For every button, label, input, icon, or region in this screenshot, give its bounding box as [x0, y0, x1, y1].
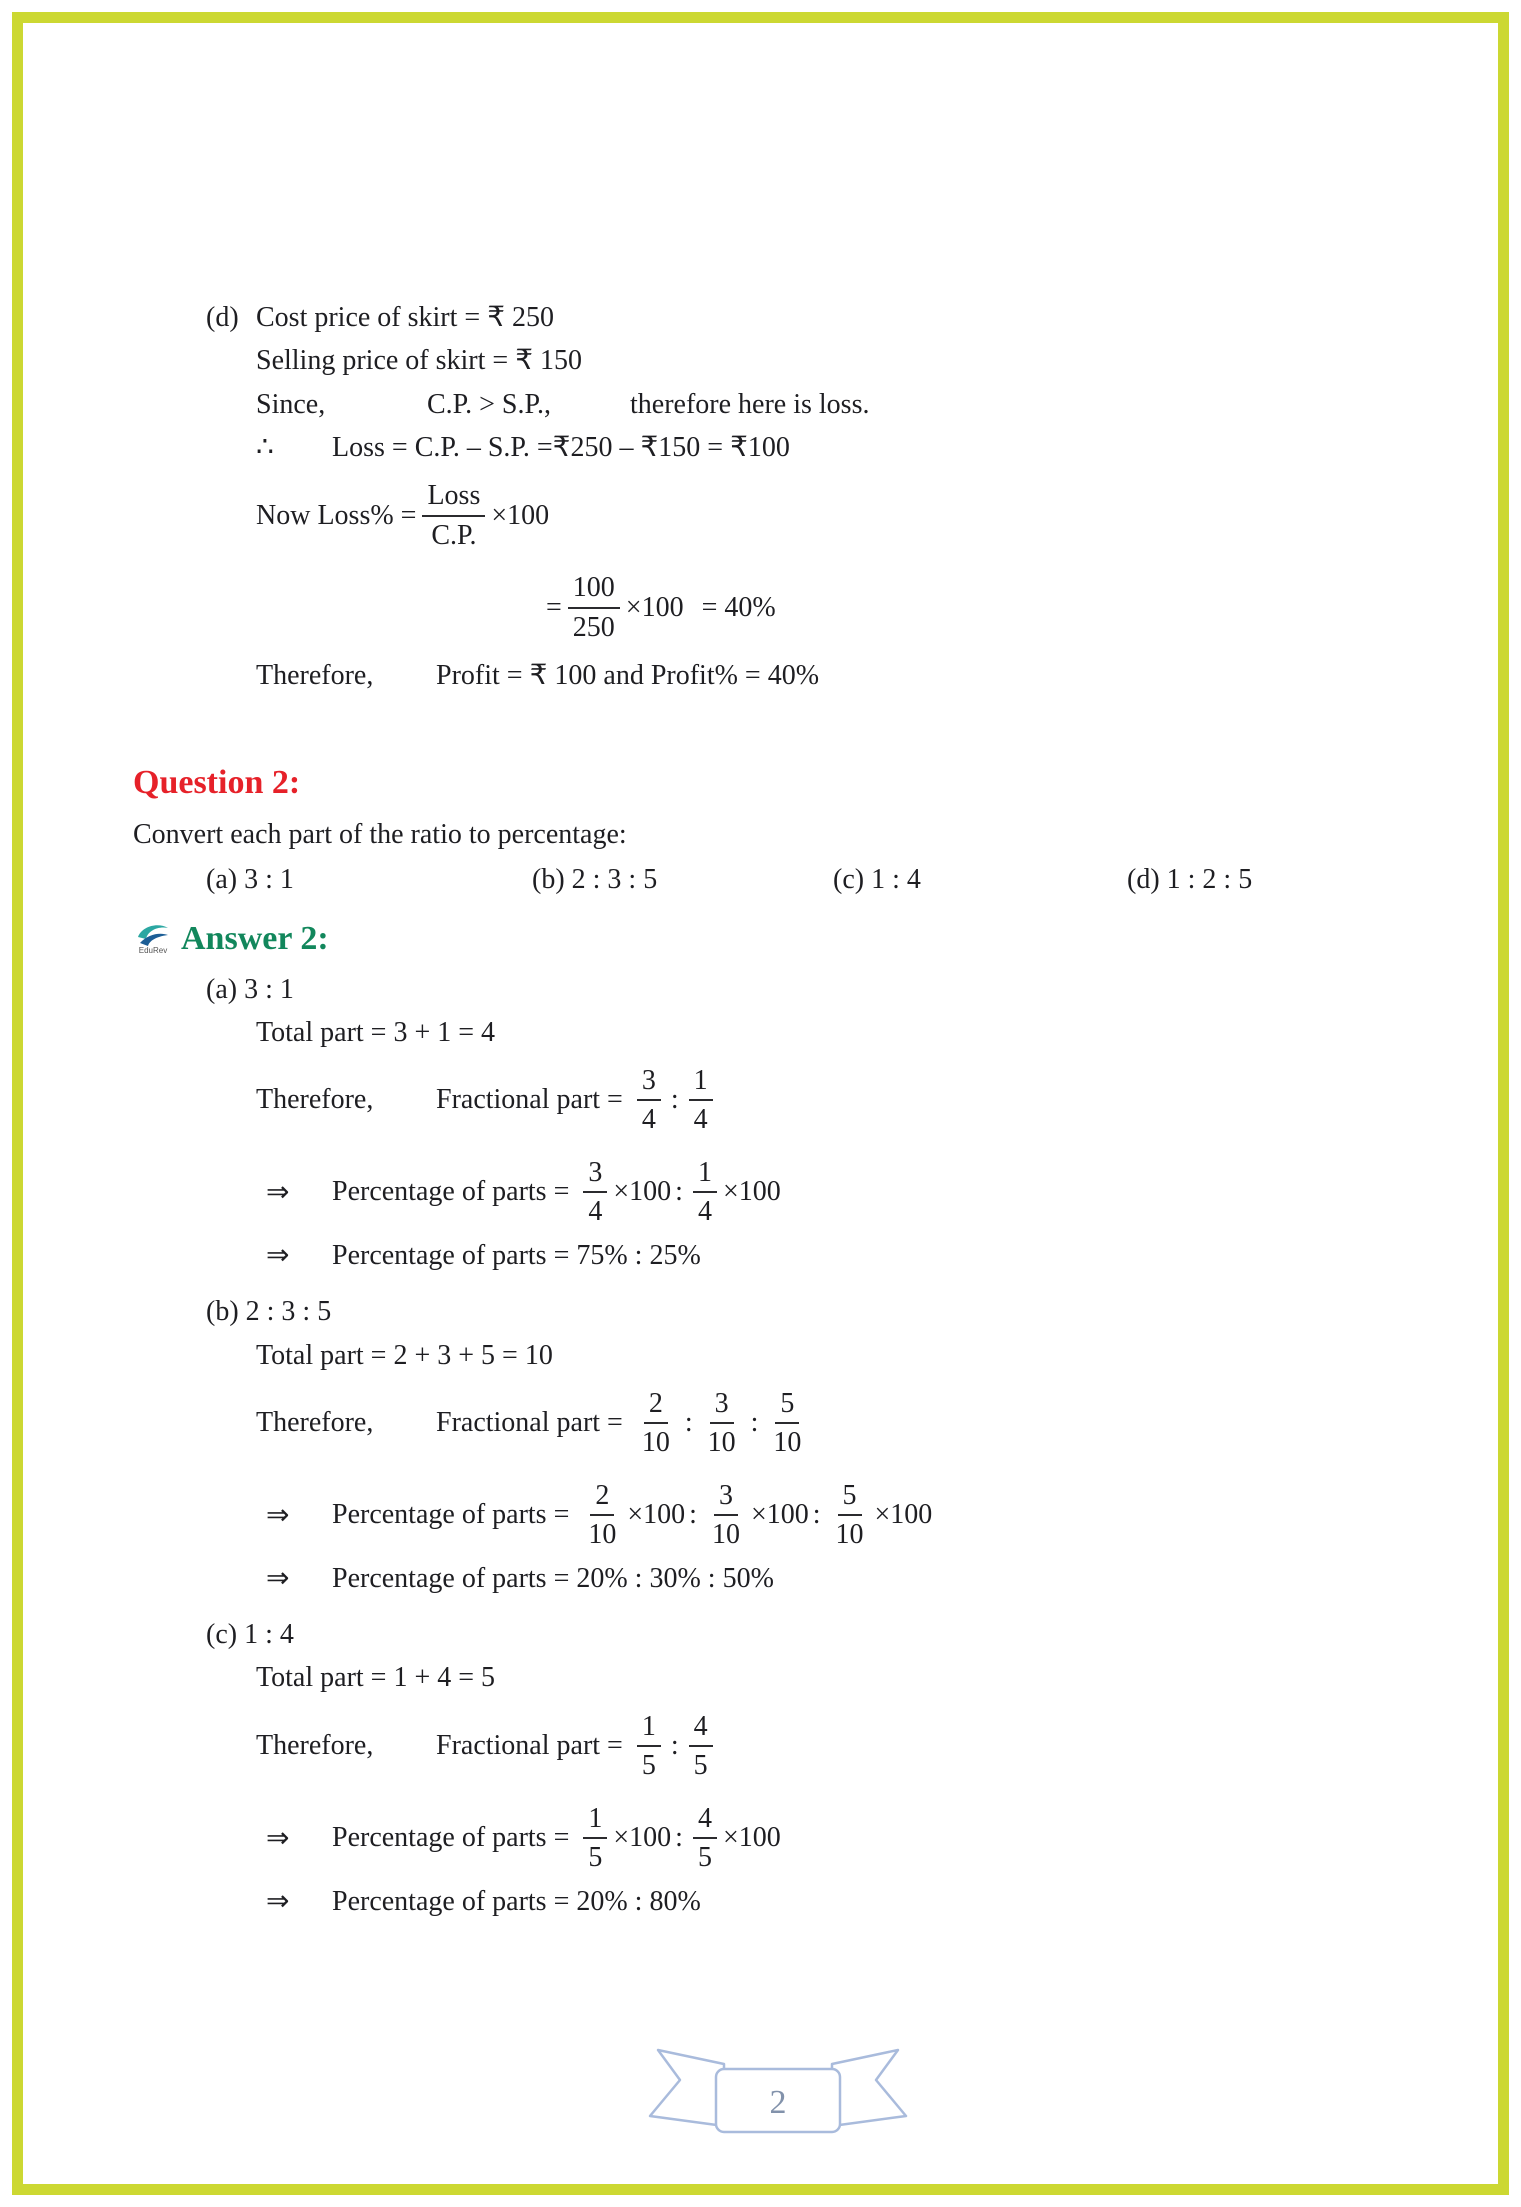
page-footer [133, 2036, 1423, 2156]
selling-price-line: Selling price of skirt = ₹ 150 [256, 345, 583, 377]
fraction [689, 1065, 713, 1136]
answer-2-heading [133, 917, 1423, 961]
fraction-denominator: 4 [693, 1104, 708, 1136]
part-b-total: Total part = 2 + 3 + 5 = 10 [256, 1339, 553, 1371]
fraction-100-over-250 [568, 572, 620, 643]
result-40-percent: = 40% [701, 591, 776, 623]
therefore-word: Therefore, [256, 1729, 374, 1761]
therefore-word: Therefore, [256, 1407, 374, 1439]
fraction [583, 1803, 607, 1874]
part-b-percentage-expression [256, 1469, 1423, 1561]
option-d: (d) 1 : 2 : 5 [1127, 863, 1253, 895]
fraction [831, 1480, 869, 1551]
result-text: Percentage of parts = 75% : 25% [332, 1240, 701, 1272]
colon-separator: : [675, 1176, 683, 1208]
times-100: ×100 [627, 1499, 686, 1531]
now-loss-label: Now Loss% = [256, 499, 417, 531]
fractional-part-label: Fractional part = [436, 1084, 623, 1116]
fraction-numerator: 100 [568, 572, 620, 608]
page-number-ribbon [628, 2036, 928, 2151]
fractional-part-label: Fractional part = [436, 1407, 623, 1439]
colon-separator: : [812, 1499, 821, 1531]
fraction-denominator: 250 [572, 611, 615, 643]
fraction-numerator: 2 [590, 1480, 614, 1516]
percentage-of-parts-label: Percentage of parts = [332, 1176, 570, 1208]
answer-part-b [206, 1290, 1423, 1613]
fraction-denominator: 4 [641, 1104, 656, 1136]
colon-separator: : [670, 1084, 679, 1116]
fraction-denominator: 10 [711, 1519, 740, 1551]
fraction-denominator: C.P. [431, 519, 477, 551]
answer-part-a [206, 968, 1423, 1291]
implies-arrow: ⇒ [266, 1500, 290, 1532]
fraction [693, 1157, 717, 1228]
therefore-word: Therefore, [256, 1084, 374, 1116]
part-c-percentage-expression [256, 1792, 1423, 1884]
profit-conclusion-text: Profit = ₹ 100 and Profit% = 40% [436, 659, 820, 691]
fraction-denominator: 5 [697, 1841, 712, 1873]
part-c-head: (c) 1 : 4 [206, 1619, 294, 1651]
fraction-numerator: 4 [689, 1711, 713, 1747]
fraction-numerator: Loss [422, 480, 485, 516]
colon-separator: : [750, 1407, 759, 1439]
answer-2-title: Answer 2: [181, 920, 329, 958]
loss-equation-text: Loss = C.P. – S.P. =₹250 – ₹150 = ₹100 [332, 432, 790, 464]
part-b-head: (b) 2 : 3 : 5 [206, 1296, 332, 1328]
conclusion-line [256, 654, 1423, 697]
loss-equation-line [256, 426, 1423, 469]
times-100: ×100 [625, 591, 684, 623]
fraction-denominator: 10 [835, 1519, 864, 1551]
fraction-denominator: 10 [773, 1427, 802, 1459]
answer-part-c [206, 1613, 1423, 1936]
fraction-denominator: 4 [588, 1196, 603, 1228]
fraction-numerator: 5 [775, 1388, 799, 1424]
item-tag-d: (d) [206, 302, 239, 333]
part-a-head: (a) 3 : 1 [206, 973, 294, 1005]
option-c: (c) 1 : 4 [833, 863, 921, 895]
fraction-loss-over-cp [422, 480, 485, 551]
part-c-total: Total part = 1 + 4 = 5 [256, 1662, 496, 1694]
implies-arrow: ⇒ [266, 1563, 290, 1595]
loss-percent-calculation-line [256, 562, 1423, 654]
fraction-numerator: 3 [714, 1480, 738, 1516]
fraction [768, 1388, 806, 1459]
fraction-denominator: 4 [697, 1196, 712, 1228]
fraction-numerator: 5 [838, 1480, 862, 1516]
colon-separator: : [675, 1821, 683, 1853]
percentage-of-parts-label: Percentage of parts = [332, 1821, 570, 1853]
fraction-denominator: 5 [693, 1749, 708, 1781]
question-2-prompt: Convert each part of the ratio to percentage: [133, 818, 627, 850]
implies-arrow: ⇒ [266, 1885, 290, 1917]
fraction-numerator: 1 [689, 1065, 713, 1101]
times-100: ×100 [750, 1499, 809, 1531]
times-100: ×100 [613, 1176, 672, 1208]
fraction-numerator: 3 [637, 1065, 661, 1101]
part-c-fractional-line [256, 1700, 1423, 1792]
logo-text: EduRev [138, 946, 168, 956]
question-2-section [133, 759, 1423, 901]
cost-price-text: Cost price of skirt = ₹ 250 [256, 302, 555, 333]
times-100: ×100 [722, 1176, 781, 1208]
fraction-denominator: 10 [588, 1519, 617, 1551]
fraction-denominator: 5 [588, 1841, 603, 1873]
implies-arrow: ⇒ [266, 1822, 290, 1854]
fraction-denominator: 10 [641, 1427, 670, 1459]
fraction [707, 1480, 745, 1551]
part-a-total: Total part = 3 + 1 = 4 [256, 1016, 496, 1048]
part-b-percentage-result [256, 1561, 1423, 1613]
implies-arrow: ⇒ [266, 1177, 290, 1209]
equals-sign: = [546, 591, 562, 623]
question-2-options-row [206, 858, 1423, 901]
fraction-numerator: 3 [583, 1157, 607, 1193]
fraction-numerator: 3 [710, 1388, 734, 1424]
fraction-numerator: 1 [693, 1157, 717, 1193]
therefore-word: Therefore, [256, 659, 374, 691]
part-c-percentage-result [256, 1884, 1423, 1936]
logo-swoosh-icon [136, 923, 170, 947]
part-a-percentage-expression [256, 1146, 1423, 1238]
colon-separator: : [689, 1499, 697, 1531]
page-number: 2 [769, 2083, 787, 2121]
fraction [583, 1480, 621, 1551]
fraction [637, 1388, 675, 1459]
loss-note-text: therefore here is loss. [630, 388, 870, 420]
since-line [256, 383, 1423, 426]
fraction-numerator: 4 [693, 1803, 717, 1839]
fraction-numerator: 1 [583, 1803, 607, 1839]
times-100: ×100 [613, 1821, 672, 1853]
fraction [689, 1711, 713, 1782]
fractional-part-label: Fractional part = [436, 1729, 623, 1761]
part-a-percentage-result [256, 1238, 1423, 1290]
fraction [637, 1711, 661, 1782]
fraction [703, 1388, 741, 1459]
cost-price-line [206, 296, 1423, 339]
fraction-denominator: 10 [707, 1427, 736, 1459]
times-100: ×100 [874, 1499, 933, 1531]
part-d-solution [206, 296, 1423, 697]
option-b: (b) 2 : 3 : 5 [532, 863, 658, 895]
result-text: Percentage of parts = 20% : 30% : 50% [332, 1563, 774, 1595]
therefore-symbol: ∴ [256, 432, 274, 464]
loss-percent-formula-line [256, 470, 1423, 562]
option-a: (a) 3 : 1 [206, 863, 294, 895]
page-content [133, 296, 1423, 2156]
fraction-numerator: 2 [644, 1388, 668, 1424]
fraction [583, 1157, 607, 1228]
part-b-fractional-line [256, 1377, 1423, 1469]
fraction-denominator: 5 [641, 1749, 656, 1781]
part-a-fractional-line [256, 1054, 1423, 1146]
percentage-of-parts-label: Percentage of parts = [332, 1499, 570, 1531]
fraction [637, 1065, 661, 1136]
times-100: ×100 [722, 1821, 781, 1853]
cp-gt-sp-text: C.P. > S.P., [427, 388, 551, 420]
answer-2-body [133, 968, 1423, 1936]
since-text: Since, [256, 388, 326, 420]
result-text: Percentage of parts = 20% : 80% [332, 1885, 701, 1917]
fraction [693, 1803, 717, 1874]
question-2-title: Question 2: [133, 763, 301, 801]
colon-separator: : [670, 1729, 679, 1761]
colon-separator: : [684, 1407, 693, 1439]
times-100: ×100 [491, 499, 550, 531]
fraction-numerator: 1 [637, 1711, 661, 1747]
implies-arrow: ⇒ [266, 1240, 290, 1272]
edurev-logo-icon [133, 923, 173, 955]
